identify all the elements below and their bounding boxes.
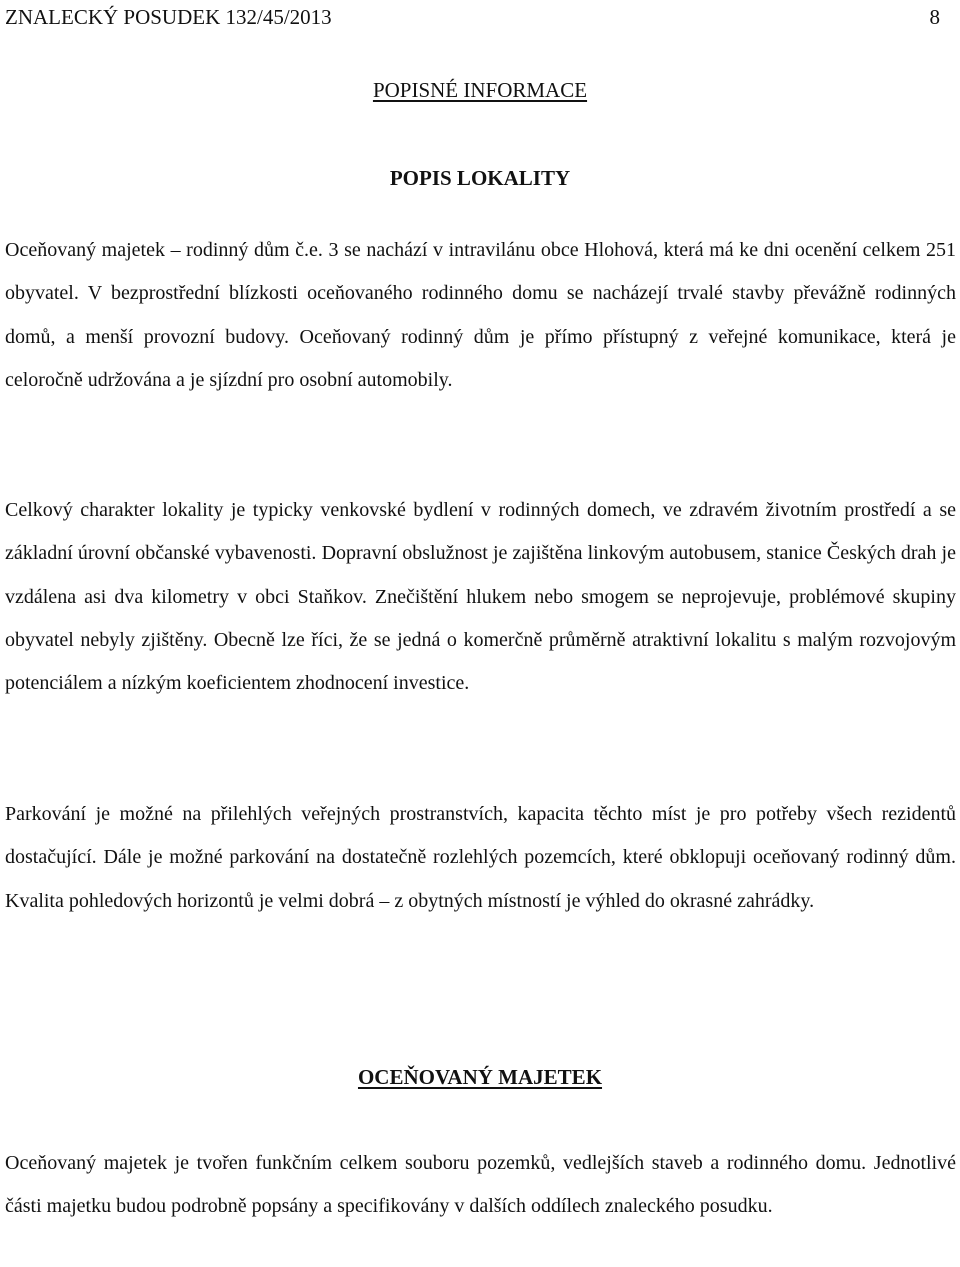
locality-paragraph-2: Celkový charakter lokality je typicky venkovské bydlení v rodinných domech, ve zdravém životním prostředí a se základní úrovní občanské vybavenosti. Dopravní obslužnost je zajištěna linkovým autobusem, stanice Českých drah je vzdálena asi dva kilometry v obci Staňkov. Znečištění hlukem nebo smogem se neprojevuje, problémové skupiny obyvatel nebyly zjištěny. Obecně lze říci, že se jedná o komerčně průměrně atraktivní lokalitu s malým rozvojovým potenciálem a nízkým koeficientem zhodnocení investice. [5,499,956,695]
locality-paragraph-1: Oceňovaný majetek – rodinný dům č.e. 3 se nachází v intravilánu obce Hlohová, která má ke dni ocenění celkem 251 obyvatel. V bezprostřední blízkosti oceňovaného rodinného domu se nacházejí trvalé stavby převážně rodinných domů, a menší provozní budovy. Oceňovaný rodinný dům je přímo přístupný z veřejné komunikace, která je celoročně udržována a je sjízdní pro osobní automobily. [5,239,956,391]
property-heading: OCEŇOVANÝ MAJETEK [357,1065,603,1089]
page-number: 8 [929,5,940,29]
property-paragraph-1: Oceňovaný majetek je tvořen funkčním celkem souboru pozemků, vedlejších staveb a rodinného domu. Jednotlivé části majetku budou podrobně popsány a specifikovány v dalších oddílech znaleckého posudku. [5,1152,956,1218]
locality-paragraph-3: Parkování je možné na přilehlých veřejných prostranstvích, kapacita těchto míst je pro potřeby všech rezidentů dostačující. Dále je možné parkování na dostatečně rozlehlých pozemcích, které obklopuji oceňovaný rodinný dům. Kvalita pohledových horizontů je velmi dobrá – z obytných místností je výhled do okrasné zahrádky. [5,803,956,912]
locality-heading: POPIS LOKALITY [389,166,571,190]
descriptive-info-heading: POPISNÉ INFORMACE [372,78,588,102]
document-title: ZNALECKÝ POSUDEK 132/45/2013 [5,5,332,29]
